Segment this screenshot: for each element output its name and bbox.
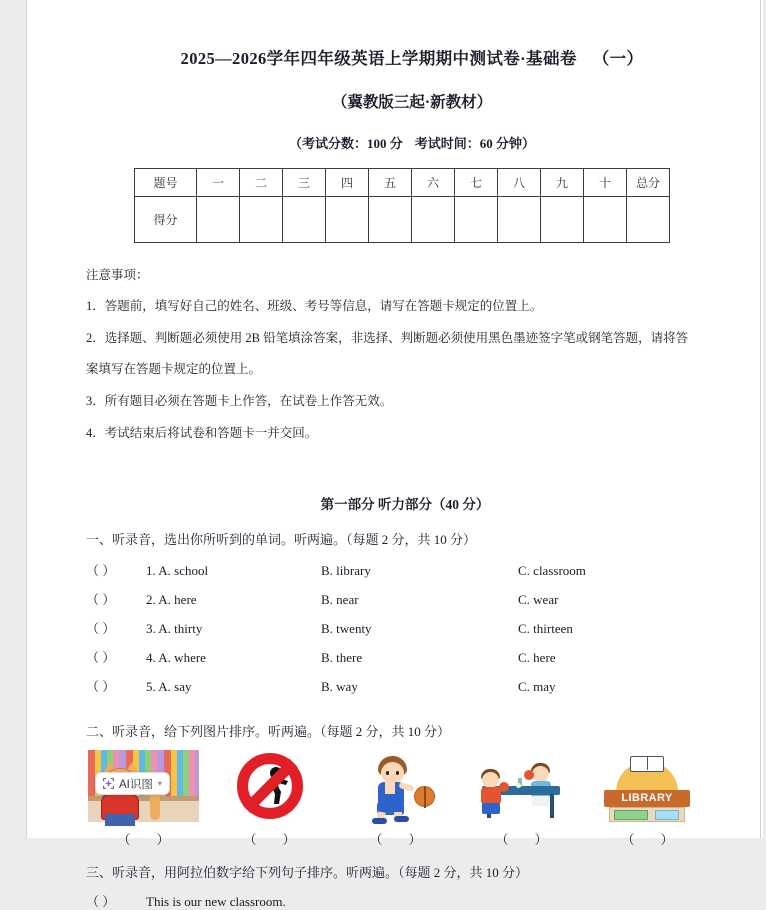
table-row-scores xyxy=(135,197,670,243)
question-5-option-b[interactable]: B. way xyxy=(321,679,358,695)
question-3-option-a[interactable]: 3. A. thirty xyxy=(146,621,203,637)
children-playing-table-tennis-image xyxy=(466,750,577,822)
section-three-answer-blank-1[interactable]: （ ） xyxy=(86,894,116,910)
score-table-col-6: 六 xyxy=(412,169,455,197)
page-title-index: （一） xyxy=(592,49,644,68)
section-three-sentence-1: This is our new classroom. xyxy=(146,894,286,910)
exam-duration: 60 xyxy=(479,136,493,151)
score-cell-10[interactable] xyxy=(584,197,627,243)
score-cell-8[interactable] xyxy=(498,197,541,243)
score-cell-2[interactable] xyxy=(240,197,283,243)
score-cell-5[interactable] xyxy=(369,197,412,243)
boy-playing-basketball-image xyxy=(340,750,451,822)
notices-heading: 注意事项： xyxy=(86,268,149,282)
picture-cell-4 xyxy=(466,750,577,848)
document-body xyxy=(86,0,738,910)
exam-time-prefix: 考试时间： xyxy=(414,136,480,151)
score-table-label-score: 得分 xyxy=(135,197,197,243)
score-table-col-5: 五 xyxy=(369,169,412,197)
score-table-col-2: 二 xyxy=(240,169,283,197)
section-two-heading: 二、听录音，给下列图片排序。听两遍。（每题 2 分，共 10 分） xyxy=(86,724,451,740)
score-cell-6[interactable] xyxy=(412,197,455,243)
ai-button-label: AI识图 xyxy=(119,778,153,791)
sparkle-icon xyxy=(102,777,115,790)
textbook-edition-subtitle: （冀教版三起·新教材） xyxy=(331,94,493,111)
question-2-option-b[interactable]: B. near xyxy=(321,592,359,608)
score-cell-4[interactable] xyxy=(326,197,369,243)
picture-cell-1 xyxy=(88,750,199,848)
question-5-option-a[interactable]: 5. A. say xyxy=(146,679,192,695)
answer-blank-3[interactable]: （ ） xyxy=(86,621,116,637)
score-table-col-9: 九 xyxy=(541,169,584,197)
score-table-col-total: 总分 xyxy=(627,169,670,197)
score-table-col-10: 十 xyxy=(584,169,627,197)
picture-answer-blank-2[interactable]: （ ） xyxy=(243,832,296,848)
notice-item-3: 3．所有题目必须在答题卡上作答，在试卷上作答无效。 xyxy=(86,393,393,408)
score-table-col-3: 三 xyxy=(283,169,326,197)
question-2-option-a[interactable]: 2. A. here xyxy=(146,592,197,608)
score-table-col-7: 七 xyxy=(455,169,498,197)
answer-blank-4[interactable]: （ ） xyxy=(86,650,116,666)
table-row-question-numbers xyxy=(135,169,670,197)
exam-total-score: 100 xyxy=(366,136,387,151)
exam-time-unit: 分钟） xyxy=(496,136,536,151)
section-one-question-list xyxy=(86,560,738,705)
section-two-picture-row xyxy=(86,750,738,848)
library-sign-text: LIBRARY xyxy=(621,792,673,805)
chevron-down-icon: ▾ xyxy=(157,779,162,788)
question-row-4 xyxy=(86,647,738,676)
score-table-col-4: 四 xyxy=(326,169,369,197)
exam-paper-page xyxy=(26,0,763,910)
question-4-option-c[interactable]: C. here xyxy=(518,650,556,666)
question-5-option-c[interactable]: C. may xyxy=(518,679,556,695)
no-running-sign-image xyxy=(214,750,325,822)
page-title xyxy=(86,45,738,69)
question-3-option-b[interactable]: B. twenty xyxy=(321,621,372,637)
score-table-wrapper xyxy=(86,168,738,243)
vertical-scrollbar[interactable] xyxy=(760,0,763,838)
question-1-option-c[interactable]: C. classroom xyxy=(518,563,586,579)
section-three-heading: 三、听录音，用阿拉伯数字给下列句子排序。听两遍。（每题 2 分，共 10 分） xyxy=(86,865,529,881)
answer-blank-5[interactable]: （ ） xyxy=(86,679,116,695)
question-row-5 xyxy=(86,676,738,705)
score-cell-1[interactable] xyxy=(197,197,240,243)
score-table xyxy=(134,168,670,243)
library-building-image xyxy=(592,750,703,822)
score-cell-3[interactable] xyxy=(283,197,326,243)
answer-blank-2[interactable]: （ ） xyxy=(86,592,116,608)
notice-item-2-line-1: 2．选择题、判断题必须使用 2B 铅笔填涂答案，非选择、判断题必须使用黑色墨迹签字笔或钢笔答题，请将答 xyxy=(86,330,689,345)
question-1-option-b[interactable]: B. library xyxy=(321,563,371,579)
picture-cell-5 xyxy=(592,750,703,848)
score-table-label-question: 题号 xyxy=(135,169,197,197)
picture-answer-blank-5[interactable]: （ ） xyxy=(621,832,674,848)
picture-answer-blank-4[interactable]: （ ） xyxy=(495,832,548,848)
score-cell-total[interactable] xyxy=(627,197,670,243)
section-one-heading: 一、听录音，选出你所听到的单词。听两遍。（每题 2 分，共 10 分） xyxy=(86,532,477,548)
score-table-col-1: 一 xyxy=(197,169,240,197)
question-4-option-a[interactable]: 4. A. where xyxy=(146,650,206,666)
question-row-1 xyxy=(86,560,738,589)
page-title-text: 2025—2026学年四年级英语上学期期中测试卷·基础卷 xyxy=(180,49,577,68)
picture-cell-2 xyxy=(214,750,325,848)
question-1-option-a[interactable]: 1. A. school xyxy=(146,563,209,579)
notice-item-2-line-2: 案填写在答题卡规定的位置上。 xyxy=(86,362,262,377)
score-table-col-8: 八 xyxy=(498,169,541,197)
question-row-2 xyxy=(86,589,738,618)
exam-score-unit: 分 xyxy=(389,136,403,151)
notice-item-4: 4．考试结束后将试卷和答题卡一并交回。 xyxy=(86,425,318,440)
question-2-option-c[interactable]: C. wear xyxy=(518,592,559,608)
exam-meta-line xyxy=(86,133,738,152)
picture-cell-3 xyxy=(340,750,451,848)
ai-image-recognition-button[interactable] xyxy=(95,772,170,795)
answer-blank-1[interactable]: （ ） xyxy=(86,563,116,579)
notice-item-2 xyxy=(86,331,714,378)
score-cell-9[interactable] xyxy=(541,197,584,243)
notice-item-1: 1．答题前，填写好自己的姓名、班级、考号等信息，请写在答题卡规定的位置上。 xyxy=(86,299,543,313)
question-row-3 xyxy=(86,618,738,647)
question-3-option-c[interactable]: C. thirteen xyxy=(518,621,573,637)
picture-answer-blank-1[interactable]: （ ） xyxy=(117,832,170,848)
picture-answer-blank-3[interactable]: （ ） xyxy=(369,832,422,848)
question-4-option-b[interactable]: B. there xyxy=(321,650,363,666)
part-one-heading: 第一部分 听力部分（40 分） xyxy=(320,497,490,513)
score-cell-7[interactable] xyxy=(455,197,498,243)
section-three-item-1 xyxy=(86,891,738,910)
exam-score-prefix: （考试分数： xyxy=(288,136,367,151)
